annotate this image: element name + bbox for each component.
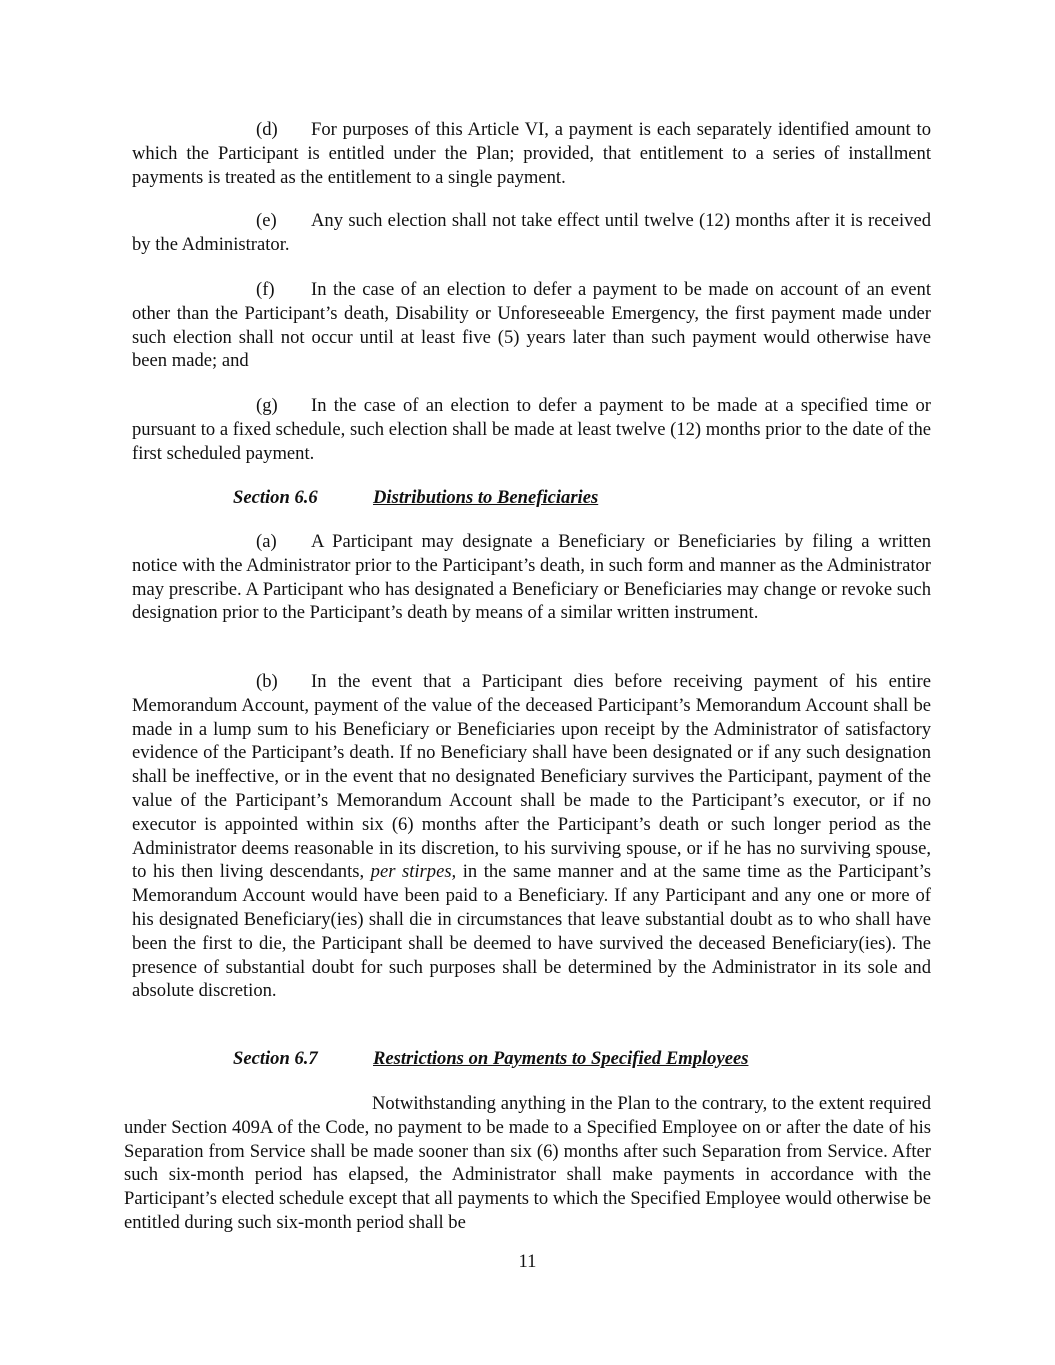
paragraph-marker: (e) <box>256 210 277 231</box>
paragraph-6-6-b <box>132 670 931 1003</box>
paragraph-text-continued: in the same manner and at the same time as the Participant’s Memorandum Account would have been paid to a Beneficiary. If any Participant and any one or more of his designated Beneficiary(ies) shall die in circumstances that leave substantial doubt as to who shall have been the first to die, the Participant shall be deemed to have survived the deceased Beneficiary(ies). The presence of substantial doubt for such purposes shall be determined by the Administrator in its sole and absolute discretion. <box>132 861 931 1002</box>
paragraph-text: A Participant may designate a Beneficiary or Beneficiaries by filing a written notice with the Administrator prior to the Participant’s death, in such form and manner as the Administrator may prescribe. A Participant who has designated a Beneficiary or Beneficiaries may change or revoke such designation prior to the Participant’s death by means of a similar written instrument. <box>132 531 931 624</box>
section-number: Section 6.6 <box>233 487 318 508</box>
section-title: Distributions to Beneficiaries <box>373 487 599 508</box>
italic-phrase: per stirpes, <box>370 861 457 883</box>
paragraph-text: Any such election shall not take effect until twelve (12) months after it is received by the Administrator. <box>132 210 931 255</box>
paragraph-marker: (g) <box>256 395 278 416</box>
paragraph-marker: (d) <box>256 119 278 140</box>
page-number: 11 <box>518 1251 537 1272</box>
paragraph-marker: (a) <box>256 531 277 552</box>
section-6-6-heading <box>233 486 598 510</box>
paragraph-text: In the event that a Participant dies before receiving payment of his entire Memorandum Account, payment of the value of the deceased Participant’s Memorandum Account shall be made in a lump sum to his Beneficiary or Beneficiaries upon receipt by the Administrator of satisfactory evidence of the Participant’s death. If no Beneficiary shall have been designated or if any such designation shall be ineffective, or in the event that no designated Beneficiary survives the Participant, payment of the value of the Participant’s Memorandum Account shall be made to the Participant’s executor, or if no executor is appointed within six (6) months after the Participant’s death or such longer period as the Administrator deems reasonable in its discretion, to his surviving spouse, or if he has no surviving spouse, to his then living descendants, <box>132 671 931 883</box>
section-6-7-heading <box>233 1047 748 1071</box>
paragraph-text: In the case of an election to defer a payment to be made on account of an event other than the Participant’s death, Disability or Unforeseeable Emergency, the first payment made under such election shall not occur until at least five (5) years later than such payment would otherwise have been made; and <box>132 279 931 372</box>
paragraph-text: In the case of an election to defer a payment to be made at a specified time or pursuant to a fixed schedule, such election shall be made at least twelve (12) months prior to the date of the first scheduled payment. <box>132 395 931 464</box>
section-number: Section 6.7 <box>233 1048 318 1069</box>
paragraph-marker: (f) <box>256 279 275 300</box>
paragraph-text: For purposes of this Article VI, a payment is each separately identified amount to which the Participant is entitled under the Plan; provided, that entitlement to a series of installment payments is treated as the entitlement to a single payment. <box>132 119 931 188</box>
paragraph-d <box>132 118 931 189</box>
paragraph-e <box>132 209 931 257</box>
paragraph-text: Notwithstanding anything in the Plan to the contrary, to the extent required under Section 409A of the Code, no payment to be made to a Specified Employee on or after the date of his Separation from Service shall be made sooner than six (6) months after such Separation from Service. After such six-month period has elapsed, the Administrator shall make payments in accordance with the Participant’s elected schedule except that all payments to which the Specified Employee would otherwise be entitled during such six-month period shall be <box>124 1093 931 1233</box>
section-title: Restrictions on Payments to Specified Employees <box>373 1048 749 1069</box>
paragraph-6-7 <box>124 1092 931 1235</box>
paragraph-6-6-a <box>132 530 931 625</box>
paragraph-g <box>132 394 931 465</box>
paragraph-marker: (b) <box>256 671 278 692</box>
paragraph-f <box>132 278 931 373</box>
